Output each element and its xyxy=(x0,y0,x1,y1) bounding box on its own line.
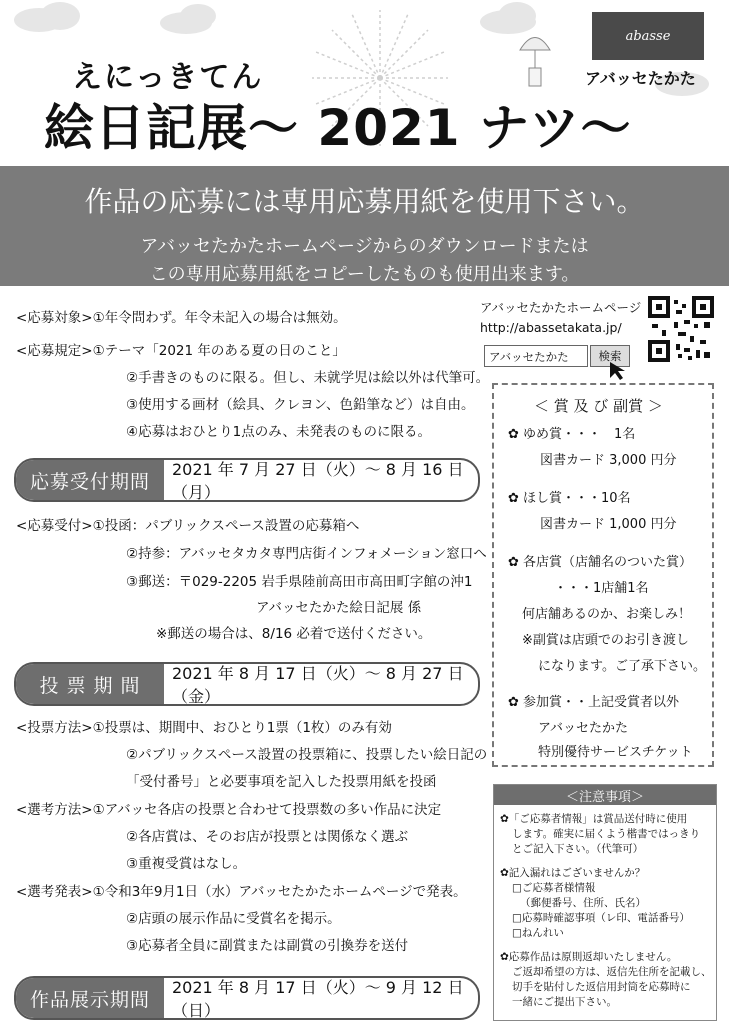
note-line: ご返却希望の方は、返信先住所を記載し、 xyxy=(512,966,712,978)
rule-line: ②各店賞は、そのお店が投票とは関係なく選ぶ xyxy=(126,829,409,845)
rule-line: 「受付番号」と必要事項を記入した投票用紙を投函 xyxy=(126,774,437,790)
rule-line: ※郵送の場合は、8/16 必着で送付ください。 xyxy=(156,626,432,642)
rule-line: ④応募はおひとり1点のみ、未発表のものに限る。 xyxy=(126,424,432,440)
note-line: ✿応募作品は原則返却いたしません。 xyxy=(500,951,678,963)
entry-period-header xyxy=(14,458,480,502)
rule-line: <選考方法>①アバッセ各店の投票と合わせて投票数の多い作品に決定 xyxy=(16,802,442,818)
rule-line: ②パブリックスペース設置の投票箱に、投票したい絵日記の xyxy=(126,747,488,763)
wind-chime-icon xyxy=(510,20,560,90)
rule-line: <選考発表>①令和3年9月1日（水）アバッセたかたホームページで発表。 xyxy=(16,884,467,900)
page-subtitle: えにっきてん xyxy=(72,60,264,95)
rule-line: <応募受付>①投函：パブリックスペース設置の応募箱へ xyxy=(16,518,360,534)
section-label: 投 票 期 間 xyxy=(16,664,164,704)
note-line: 切手を貼付した返信用封筒を応募時に xyxy=(512,981,691,993)
note-line: □ご応募者様情報 xyxy=(512,882,596,894)
prize-detail: になります。ご了承下さい。 xyxy=(538,659,706,674)
prize-detail: ※副賞は店頭でのお引き渡し xyxy=(522,633,689,648)
cursor-icon xyxy=(608,360,630,382)
website-label: アバッセたかたホームページ xyxy=(480,300,642,315)
rule-line: ②手書きのものに限る。但し、未就学児は絵以外は代筆可。 xyxy=(126,370,490,386)
section-label: 応募受付期間 xyxy=(16,460,164,500)
notes-title: ＜注意事項＞ xyxy=(494,785,716,805)
logo-name: アバッセたかた xyxy=(585,69,696,88)
prize-item: ✿ ゆめ賞・・・ 1名 xyxy=(508,427,636,442)
section-label: 作品展示期間 xyxy=(16,978,164,1018)
prize-item: ✿ 各店賞（店舗名のついた賞） xyxy=(508,555,693,570)
cloud-icon xyxy=(40,2,80,30)
logo: abasse xyxy=(592,12,704,60)
info-banner xyxy=(0,166,729,286)
note-line: （郵便番号、住所、氏名） xyxy=(520,897,646,909)
rule-line: <応募対象>①年令問わず。年令未記入の場合は無効。 xyxy=(16,310,347,326)
notes-box xyxy=(493,784,717,1021)
banner-text: アバッセたかたホームページからのダウンロードまたは xyxy=(140,236,589,257)
rule-line: ③応募者全員に副賞または副賞の引換券を送付 xyxy=(126,938,409,954)
note-line: ✿「ご応募者情報」は賞品送付時に使用 xyxy=(500,813,688,825)
qr-code-icon xyxy=(648,296,714,362)
note-line: □ねんれい xyxy=(512,927,564,939)
prize-box xyxy=(492,383,714,767)
rule-line: アバッセたかた絵日記展 係 xyxy=(256,600,422,616)
prize-detail: 図書カード 1,000 円分 xyxy=(540,517,677,532)
prize-title: ＜ 賞 及 び 副賞 ＞ xyxy=(534,397,663,415)
rule-line: ②持参：アバッセタカタ専門店街インフォメーション窓口へ xyxy=(126,546,487,562)
search-button[interactable]: 検索 xyxy=(590,345,630,367)
prize-item: ✿ 参加賞・・上記受賞者以外 xyxy=(508,695,680,710)
banner-headline: 作品の応募には専用応募用紙を使用下さい。 xyxy=(84,185,645,218)
cloud-icon xyxy=(180,4,216,28)
search-input[interactable]: アバッセたかた xyxy=(484,345,588,367)
prize-detail: 図書カード 3,000 円分 xyxy=(540,453,677,468)
section-date: 2021 年 8 月 17 日（火）～ 8 月 27 日（金） xyxy=(172,664,464,706)
prize-detail: 何店舗あるのか、お楽しみ！ xyxy=(522,607,692,622)
section-date: 2021 年 7 月 27 日（火）～ 8 月 16 日（月） xyxy=(172,460,464,502)
rule-line: ③使用する画材（絵具、クレヨン、色鉛筆など）は自由。 xyxy=(126,397,475,413)
prize-detail: アバッセたかた xyxy=(538,721,628,736)
rule-line: ②店頭の展示作品に受賞名を掲示。 xyxy=(126,911,341,927)
note-line: とご記入下さい。（代筆可） xyxy=(512,843,644,855)
vote-period-header xyxy=(14,662,480,706)
website-url[interactable]: http://abassetakata.jp/ xyxy=(480,320,622,335)
exhibit-period-header xyxy=(14,976,480,1020)
prize-detail: ・・・1店舗1名 xyxy=(554,581,649,596)
rule-line: <応募規定>①テーマ「2021 年のある夏の日のこと」 xyxy=(16,343,346,359)
prize-item: ✿ ほし賞・・・10名 xyxy=(508,491,631,506)
note-line: 一緒にご提出下さい。 xyxy=(512,996,617,1008)
rule-line: <投票方法>①投票は、期間中、おひとり1票（1枚）のみ有効 xyxy=(16,720,392,736)
note-line: □応募時確認事項（レ印、電話番号） xyxy=(512,912,690,924)
note-line: します。確実に届くよう楷書ではっきり xyxy=(512,828,701,840)
page-title: 絵日記展～ 2021 ナツ～ xyxy=(44,99,632,157)
rule-line: ③郵送：〒029-2205 岩手県陸前高田市高田町字館の沖1 xyxy=(126,574,473,590)
section-date: 2021 年 8 月 17 日（火）～ 9 月 12 日（日） xyxy=(172,978,464,1020)
rule-line: ③重複受賞はなし。 xyxy=(126,856,247,872)
prize-detail: 特別優待サービスチケット xyxy=(538,745,693,760)
note-line: ✿記入漏れはございませんか？ xyxy=(500,867,646,879)
banner-text: この専用応募用紙をコピーしたものも使用出来ます。 xyxy=(149,264,580,285)
